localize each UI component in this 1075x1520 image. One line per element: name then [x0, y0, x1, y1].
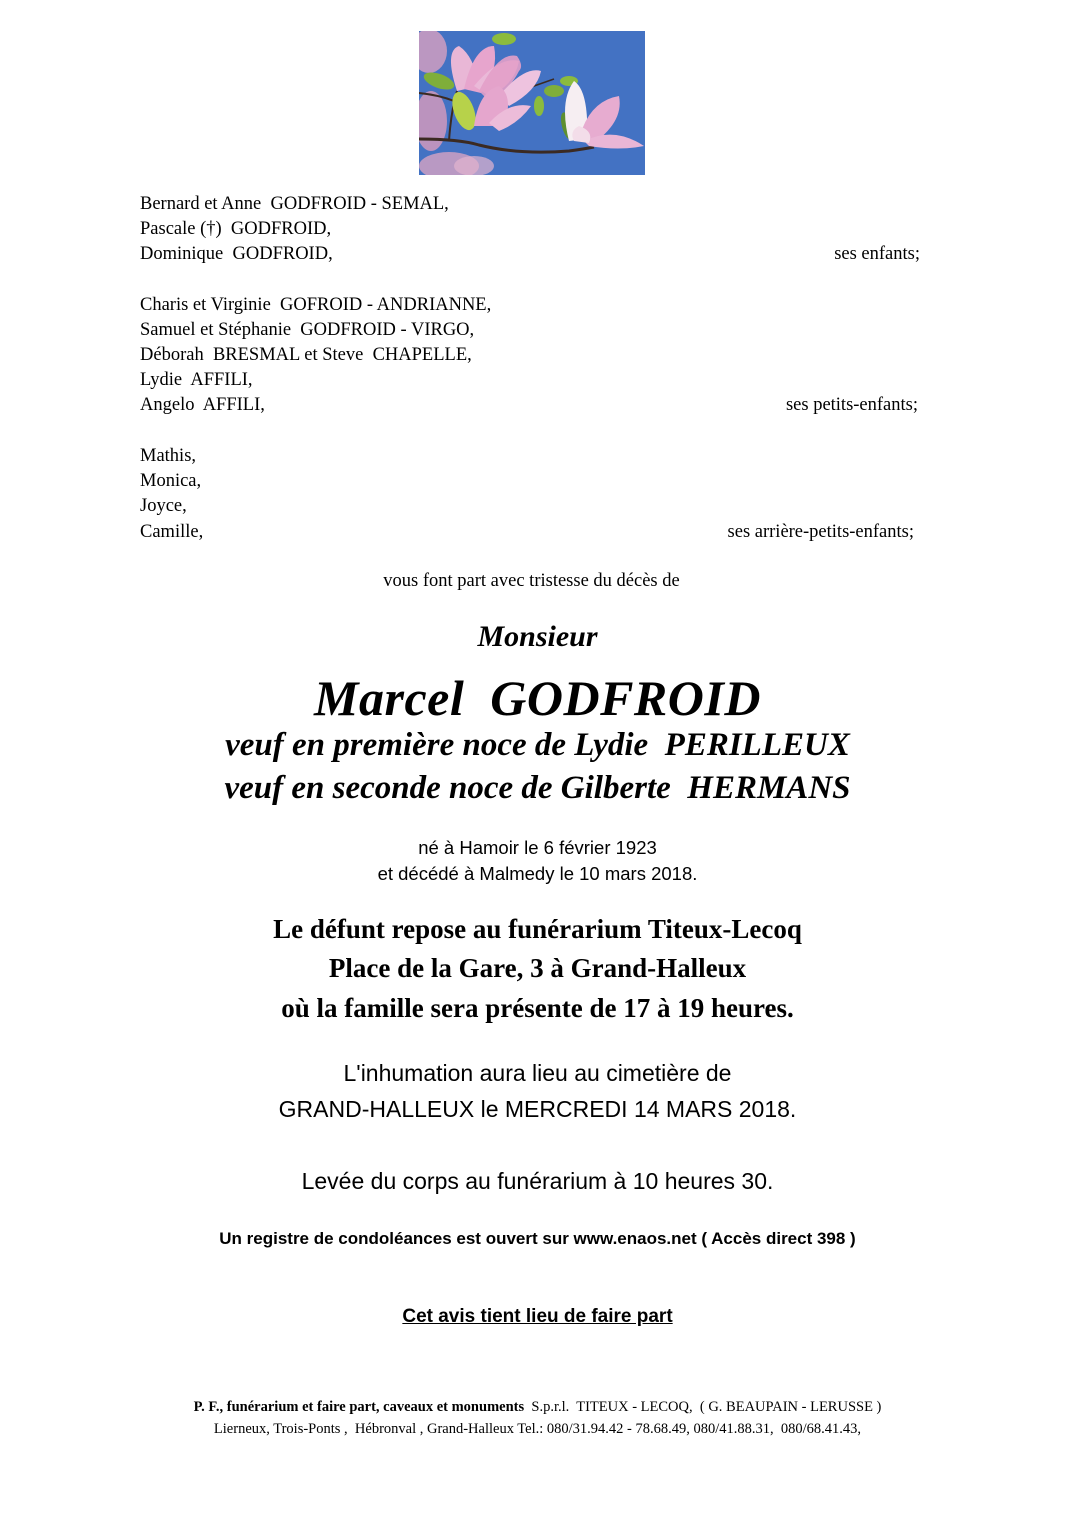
burial-line-2: GRAND-HALLEUX le MERCREDI 14 MARS 2018.	[278, 1096, 797, 1122]
family-member: Dominique GODFROID,	[140, 244, 333, 264]
magnolia-photo	[419, 31, 645, 175]
condolence-registry: Un registre de condoléances est ouvert sur www.enaos.net ( Accès direct 398 )	[219, 1229, 856, 1248]
visitation-line-3: où la famille sera présente de 17 à 19 heures.	[281, 993, 794, 1023]
widower-line-1: veuf en première noce de Lydie PERILLEUX	[225, 727, 850, 763]
family-line	[140, 318, 920, 343]
birth-info: né à Hamoir le 6 février 1923	[418, 837, 657, 858]
family-member: Bernard et Anne GODFROID - SEMAL,	[140, 194, 449, 214]
family-member: Charis et Virginie GOFROID - ANDRIANNE,	[140, 295, 492, 315]
family-member: Angelo AFFILI,	[140, 395, 265, 415]
family-member: Lydie AFFILI,	[140, 370, 253, 390]
family-line	[140, 217, 920, 242]
family-line	[140, 192, 920, 217]
widower-line-2: veuf en seconde noce de Gilberte HERMANS	[224, 770, 851, 806]
family-member: Joyce,	[140, 496, 187, 516]
visitation-line-2: Place de la Gare, 3 à Grand-Halleux	[328, 953, 747, 983]
intro-text: vous font part avec tristesse du décès de	[383, 571, 680, 591]
footer-contact: Lierneux, Trois-Ponts , Hébronval , Grand-Halleux Tel.: 080/31.94.42 - 78.68.49, 080/41.88.31, 080/68.41.43,	[213, 1421, 862, 1437]
deceased-name: Marcel GODFROID	[314, 670, 761, 726]
family-line	[140, 242, 920, 267]
family-line	[140, 494, 920, 519]
family-member: Monica,	[140, 471, 202, 491]
family-line	[140, 444, 920, 469]
relation-label: ses petits-enfants;	[785, 395, 918, 415]
title-monsieur: Monsieur	[477, 620, 598, 653]
magnolia-image	[419, 31, 645, 175]
family-line	[140, 393, 918, 418]
footer-company	[0, 1399, 1075, 1416]
footer-company-details: S.p.r.l. TITEUX - LECOQ, ( G. BEAUPAIN - LERUSSE )	[524, 1399, 882, 1415]
family-line	[140, 343, 920, 368]
family-line	[140, 520, 914, 545]
family-line	[140, 469, 920, 494]
family-member: Mathis,	[140, 446, 197, 466]
levee-du-corps: Levée du corps au funérarium à 10 heures 30.	[301, 1168, 774, 1194]
family-member: Samuel et Stéphanie GODFROID - VIRGO,	[140, 320, 475, 340]
relation-label: ses arrière-petits-enfants;	[727, 522, 914, 542]
family-line	[140, 368, 920, 393]
burial-line-1: L'inhumation aura lieu au cimetière de	[343, 1060, 732, 1086]
notice-statement: Cet avis tient lieu de faire part	[402, 1306, 673, 1327]
death-info: et décédé à Malmedy le 10 mars 2018.	[377, 863, 698, 884]
family-member: Pascale (†) GODFROID,	[140, 219, 332, 239]
family-member: Camille,	[140, 522, 204, 542]
footer-company-name: P. F., funérarium et faire part, caveaux et monuments	[193, 1399, 525, 1415]
family-line	[140, 293, 920, 318]
visitation-line-1: Le défunt repose au funérarium Titeux-Lecoq	[273, 914, 802, 944]
relation-label: ses enfants;	[834, 244, 920, 264]
family-member: Déborah BRESMAL et Steve CHAPELLE,	[140, 345, 472, 365]
